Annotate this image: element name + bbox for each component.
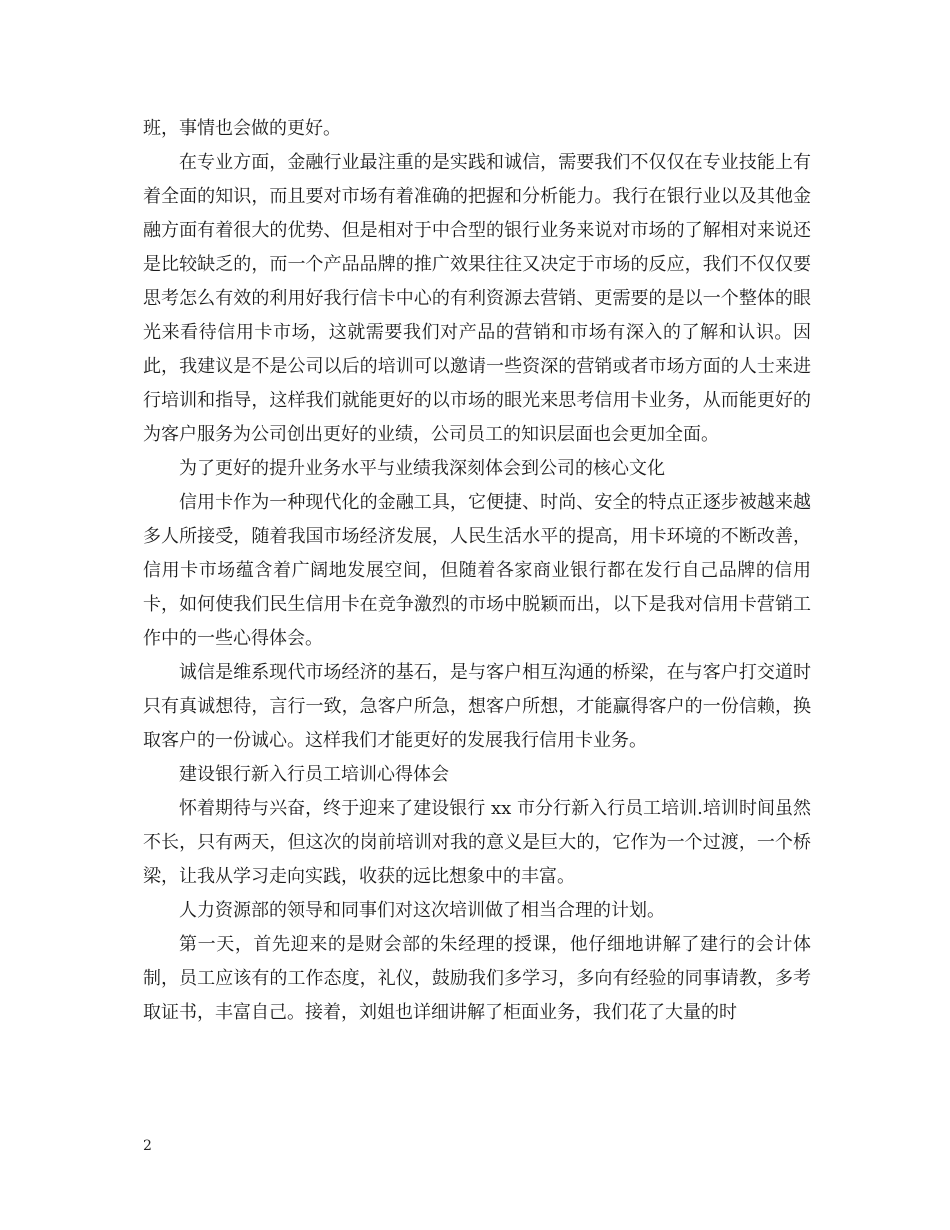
paragraph-4: 信用卡作为一种现代化的金融工具，它便捷、时尚、安全的特点正逐步被越来越多人所接受，随着我国市场经济发展，人民生活水平的提高，用卡环境的不断改善，信用卡市场蕴含着广阔地发展空间，但随着各家商业银行都在发行自己品牌的信用卡，如何使我们民生信用卡在竞争激烈的市场中脱颖而出，以下是我对信用卡营销工作中的一些心得体会。 (143, 492, 811, 649)
document-body (143, 112, 811, 1030)
paragraph-2: 在专业方面，金融行业最注重的是实践和诚信，需要我们不仅仅在专业技能上有着全面的知识，而且要对市场有着准确的把握和分析能力。我行在银行业以及其他金融方面有着很大的优势、但是相对于中合型的银行业务来说对市场的了解相对来说还是比较缺乏的，而一个产品品牌的推广效果往往又决定于市场的反应，我们不仅仅要思考怎么有效的利用好我行信卡中心的有利资源去营销、更需要的是以一个整体的眼光来看待信用卡市场，这就需要我们对产品的营销和市场有深入的了解和认识。因此，我建议是不是公司以后的培训可以邀请一些资深的营销或者市场方面的人士来进行培训和指导，这样我们就能更好的以市场的眼光来思考信用卡业务，从而能更好的为客户服务为公司创出更好的业绩，公司员工的知识层面也会更加全面。 (143, 152, 811, 445)
paragraph-1: 班，事情也会做的更好。 (143, 118, 341, 139)
paragraph-8: 人力资源部的领导和同事们对这次培训做了相当合理的计划。 (179, 900, 665, 921)
paragraph-5: 诚信是维系现代市场经济的基石，是与客户相互沟通的桥梁，在与客户打交道时只有真诚想待，言行一致，急客户所急，想客户所想，才能赢得客户的一份信赖，换取客户的一份诚心。这样我们才能更好的发展我行信用卡业务。 (143, 662, 811, 751)
paragraph-9: 第一天，首先迎来的是财会部的朱经理的授课，他仔细地讲解了建行的会计体制，员工应该有的工作态度，礼仪，鼓励我们多学习，多向有经验的同事请教，多考取证书，丰富自己。接着，刘姐也详细讲解了柜面业务，我们花了大量的时 (143, 934, 811, 1023)
paragraph-7: 怀着期待与兴奋，终于迎来了建设银行 xx 市分行新入行员工培训.培训时间虽然不长，只有两天，但这次的岗前培训对我的意义是巨大的，它作为一个过渡，一个桥梁，让我从学习走向实践，收获的远比想象中的丰富。 (143, 798, 811, 887)
section-heading-training: 建设银行新入行员工培训心得体会 (179, 764, 449, 785)
page-number: 2 (143, 1138, 152, 1154)
paragraph-3: 为了更好的提升业务水平与业绩我深刻体会到公司的核心文化 (179, 458, 665, 479)
